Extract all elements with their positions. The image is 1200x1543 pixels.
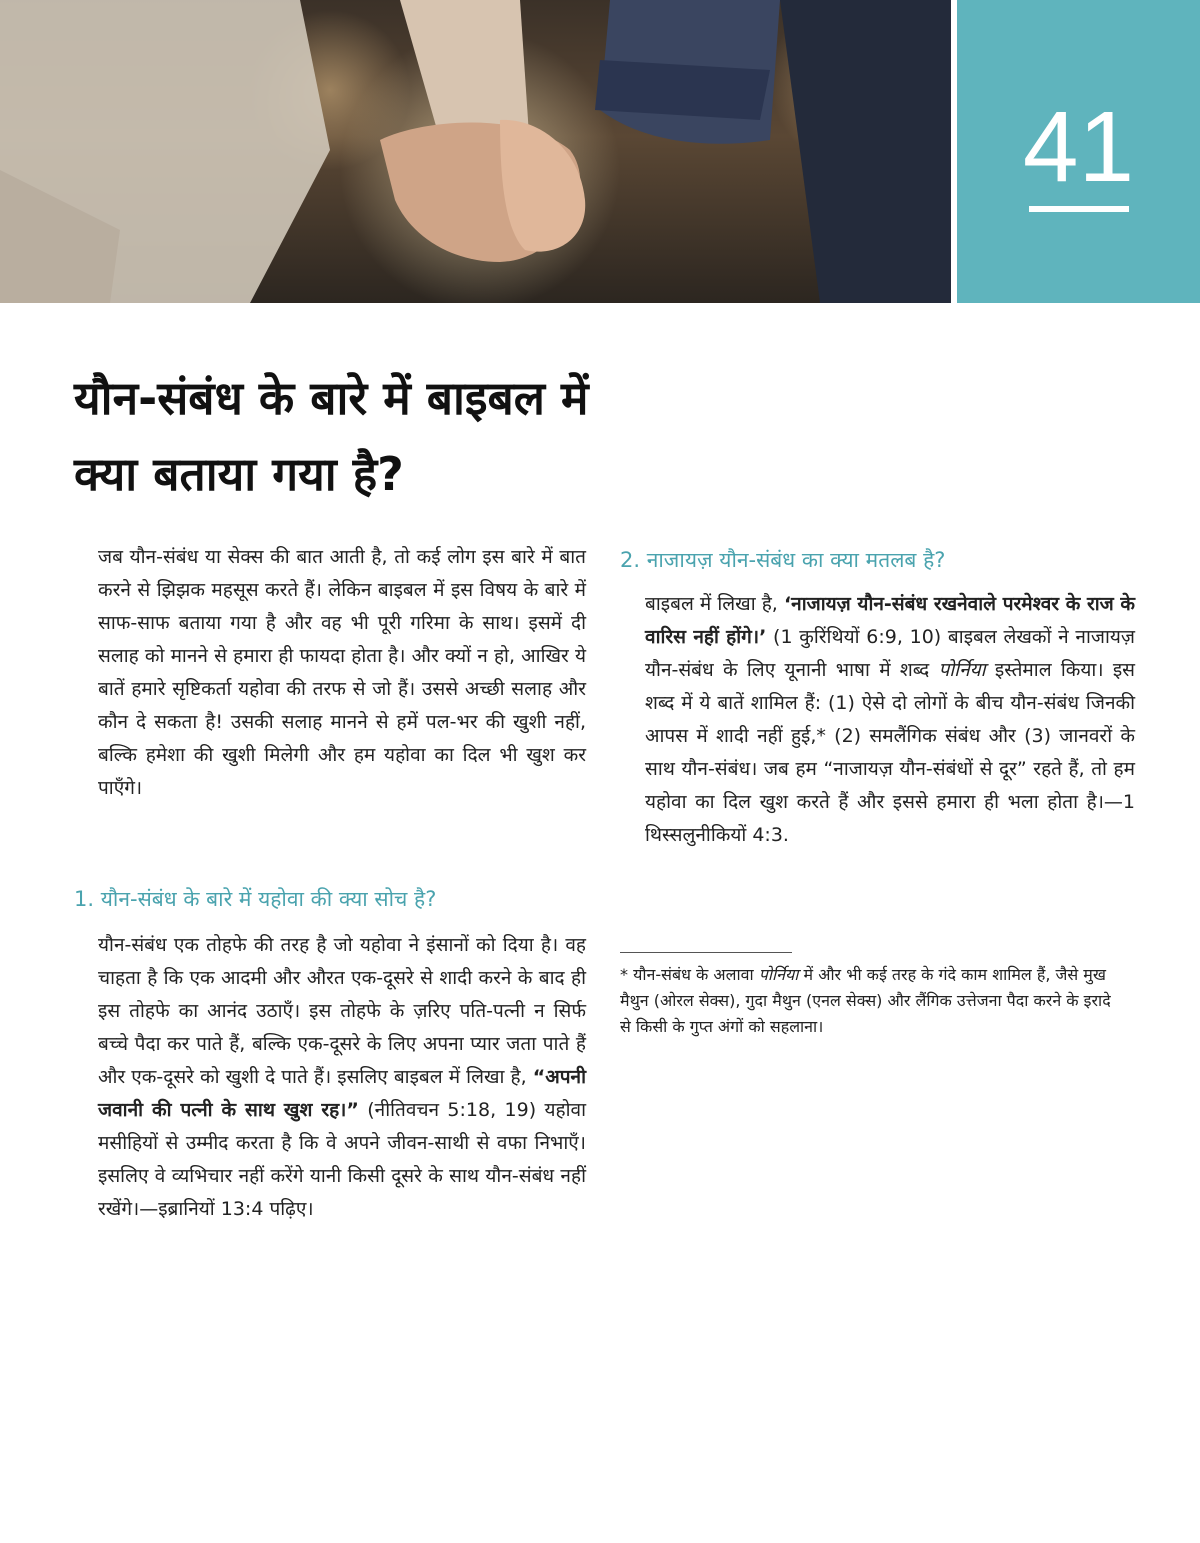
chapter-number: 41 [1022, 91, 1135, 203]
hero-illustration [0, 0, 951, 303]
section-2-paragraph [645, 588, 1135, 852]
section-2-text-a: बाइबल में लिखा है, [645, 593, 784, 615]
chapter-number-box [957, 0, 1200, 303]
page-title [74, 360, 874, 512]
footnote-divider [620, 952, 792, 953]
footnote-term: पोर्निया [758, 965, 799, 984]
section-2-heading: 2. नाजायज़ यौन-संबंध का क्या मतलब है? [620, 548, 946, 572]
intro-paragraph: जब यौन-संबंध या सेक्स की बात आती है, तो कई लोग इस बारे में बात करने से झिझक महसूस करते हैं। लेकिन बाइबल में इस विषय के बारे में साफ-साफ बताया गया है और वह भी पूरी गरिमा के साथ। इसमें दी सलाह को मानने से हमारा ही फायदा होता है। और क्यों न हो, आखिर ये बातें हमारे सृष्टिकर्ता यहोवा की तरफ से जो हैं। उससे अच्छी सलाह और कौन दे सकता है! उसकी सलाह मानने से हमें पल-भर की खुशी नहीं, बल्कि हमेशा की खुशी मिलेगी और हम यहोवा का दिल भी खुश कर पाएँगे। [98, 546, 586, 799]
section-1-quote: “अपनी जवानी की पत्नी के साथ खुश रह।” [98, 1066, 586, 1121]
hero-photo-holding-hands [0, 0, 951, 303]
section-1-paragraph [98, 929, 586, 1226]
section-1-text-b: (नीतिवचन 5:18, 19) यहोवा मसीहियों से उम्मीद करता है कि वे अपने जीवन-साथी से वफा निभाएँ। इसलिए वे व्यभिचार नहीं करेंगे यानी किसी दूसरे के साथ यौन-संबंध नहीं रखेंगे।—इब्रानियों 13:4 पढ़िए। [98, 1099, 586, 1220]
section-2-body [645, 588, 1135, 852]
footnote-text-b: में और भी कई तरह के गंदे काम शामिल हैं, जैसे मुख मैथुन (ओरल सेक्स), गुदा मैथुन (एनल सेक्स) और लैंगिक उत्तेजना पैदा करने के इरादे से किसी के गुप्त अंगों को सहलाना। [620, 965, 1111, 1036]
section-2-quote: ‘नाजायज़ यौन-संबंध रखनेवाले परमेश्वर के राज के वारिस नहीं होंगे।’ [645, 593, 1136, 648]
section-1-heading: 1. यौन-संबंध के बारे में यहोवा की क्या सोच है? [74, 887, 437, 911]
intro-paragraph-block [98, 541, 586, 805]
footnote [620, 962, 1120, 1040]
section-2-text-b: (1 कुरिंथियों 6:9, 10) बाइबल लेखकों ने नाजायज़ यौन-संबंध के लिए यूनानी भाषा में शब्द [645, 626, 1136, 681]
footnote-text-a: * यौन-संबंध के अलावा [620, 965, 759, 984]
page-title-line-2: क्या बताया गया है? [74, 447, 404, 501]
section-2-text-c: इस्तेमाल किया। इस शब्द में ये बातें शामिल हैं: (1) ऐसे दो लोगों के बीच यौन-संबंध जिनकी आपस में शादी नहीं हुई,* (2) समलैंगिक संबंध और (3) जानवरों के साथ यौन-संबंध। जब हम “नाजायज़ यौन-संबंधों से दूर” रहते हैं, तो हम यहोवा का दिल खुश करते हैं और इससे हमारा ही भला होता है।—1 थिस्सलुनीकियों 4:3. [645, 659, 1135, 846]
section-1-text-a: यौन-संबंध एक तोहफे की तरह है जो यहोवा ने इंसानों को दिया है। वह चाहता है कि एक आदमी और औरत एक-दूसरे से शादी करने के बाद ही इस तोहफे का आनंद उठाएँ। इस तोहफे के ज़रिए पति-पत्नी न सिर्फ बच्चे पैदा कर पाते हैं, बल्कि एक-दूसरे के लिए अपना प्यार जता पाते हैं और एक-दूसरे को खुशी दे पाते हैं। इसलिए बाइबल में लिखा है, [98, 934, 586, 1088]
section-1-body [98, 929, 586, 1226]
chapter-underline [1029, 206, 1129, 212]
page-title-line-1: यौन-संबंध के बारे में बाइबल में [74, 371, 589, 425]
section-2-term: पोर्निया [938, 659, 986, 681]
